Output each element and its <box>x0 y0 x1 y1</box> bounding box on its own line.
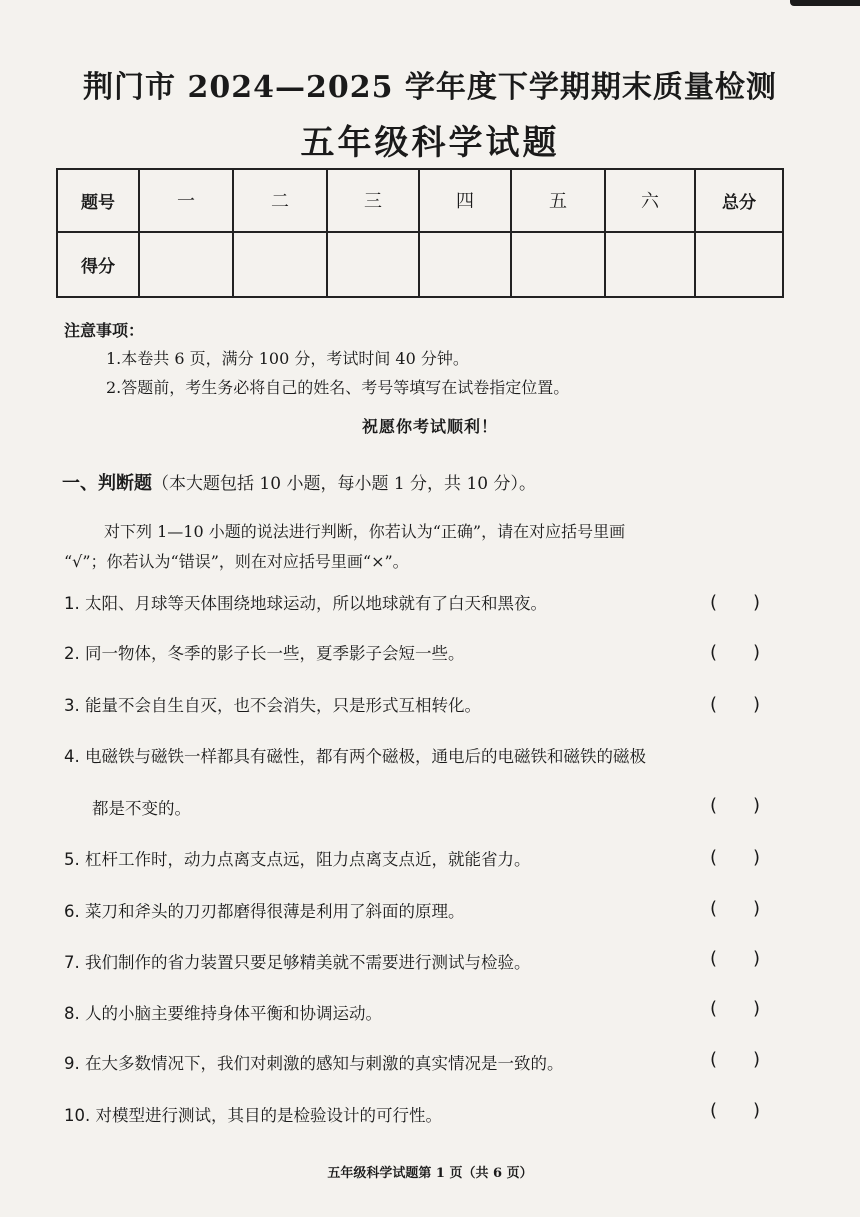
question-9: 9. 在大多数情况下，我们对刺激的感知与刺激的真实情况是一致的。 <box>64 1054 564 1073</box>
section-heading <box>62 469 536 495</box>
score-blank-cell[interactable] <box>139 232 233 297</box>
score-table-cell: 三 <box>327 169 419 232</box>
section-description: （本大题包括 10 小题，每小题 1 分，共 10 分）。 <box>152 474 537 494</box>
score-blank-cell[interactable] <box>419 232 511 297</box>
score-blank-cell[interactable] <box>695 232 783 297</box>
good-luck-text: 祝愿你考试顺利！ <box>361 417 498 436</box>
answer-bracket[interactable]: ( ) <box>710 998 761 1019</box>
section-title: 一、判断题 <box>62 473 152 494</box>
notice-item: 2.答题前，考生务必将自己的姓名、考号等填写在试卷指定位置。 <box>106 378 570 397</box>
question-6: 6. 菜刀和斧头的刀刃都磨得很薄是利用了斜面的原理。 <box>64 902 465 921</box>
answer-bracket[interactable]: ( ) <box>710 795 761 816</box>
score-table-header-row <box>57 169 783 232</box>
answer-bracket[interactable]: ( ) <box>710 642 761 663</box>
answer-bracket[interactable]: ( ) <box>710 1100 761 1121</box>
question-7: 7. 我们制作的省力装置只要足够精美就不需要进行测试与检验。 <box>64 953 531 972</box>
score-table-cell: 总分 <box>695 169 783 232</box>
score-row-label: 得分 <box>57 232 139 297</box>
question-4-continued: 都是不变的。 <box>92 799 191 818</box>
notice-title: 注意事项： <box>64 321 145 340</box>
score-table-cell: 六 <box>605 169 695 232</box>
score-table-cell: 四 <box>419 169 511 232</box>
score-table-cell: 二 <box>233 169 327 232</box>
score-table-cell: 五 <box>511 169 605 232</box>
question-4: 4. 电磁铁与磁铁一样都具有磁性，都有两个磁极，通电后的电磁铁和磁铁的磁极 <box>64 747 646 766</box>
instruction-line: 对下列 1—10 小题的说法进行判断，你若认为“正确”，请在对应括号里画 <box>104 522 626 541</box>
score-table <box>56 168 784 298</box>
instruction-line: “√”；你若认为“错误”，则在对应括号里画“×”。 <box>64 552 409 571</box>
exam-title: 荆门市 2024—2025 学年度下学期期末质量检测 <box>83 70 777 105</box>
question-8: 8. 人的小脑主要维持身体平衡和协调运动。 <box>64 1004 382 1023</box>
score-table-score-row <box>57 232 783 297</box>
score-blank-cell[interactable] <box>605 232 695 297</box>
question-2: 2. 同一物体，冬季的影子长一些，夏季影子会短一些。 <box>64 644 465 663</box>
question-1: 1. 太阳、月球等天体围绕地球运动，所以地球就有了白天和黑夜。 <box>64 594 547 613</box>
answer-bracket[interactable]: ( ) <box>710 898 761 919</box>
question-5: 5. 杠杆工作时，动力点离支点远，阻力点离支点近，就能省力。 <box>64 850 531 869</box>
score-blank-cell[interactable] <box>511 232 605 297</box>
answer-bracket[interactable]: ( ) <box>710 1049 761 1070</box>
score-blank-cell[interactable] <box>233 232 327 297</box>
question-10: 10. 对模型进行测试，其目的是检验设计的可行性。 <box>64 1106 442 1125</box>
question-3: 3. 能量不会自生自灭，也不会消失，只是形式互相转化。 <box>64 696 481 715</box>
score-table-cell: 一 <box>139 169 233 232</box>
answer-bracket[interactable]: ( ) <box>710 847 761 868</box>
exam-subtitle: 五年级科学试题 <box>300 123 560 163</box>
answer-bracket[interactable]: ( ) <box>710 948 761 969</box>
score-table-cell: 题号 <box>57 169 139 232</box>
page-footer: 五年级科学试题第 1 页（共 6 页） <box>327 1166 533 1181</box>
answer-bracket[interactable]: ( ) <box>710 694 761 715</box>
answer-bracket[interactable]: ( ) <box>710 592 761 613</box>
notice-item: 1.本卷共 6 页，满分 100 分，考试时间 40 分钟。 <box>106 349 469 368</box>
corner-mark <box>790 0 860 6</box>
score-blank-cell[interactable] <box>327 232 419 297</box>
